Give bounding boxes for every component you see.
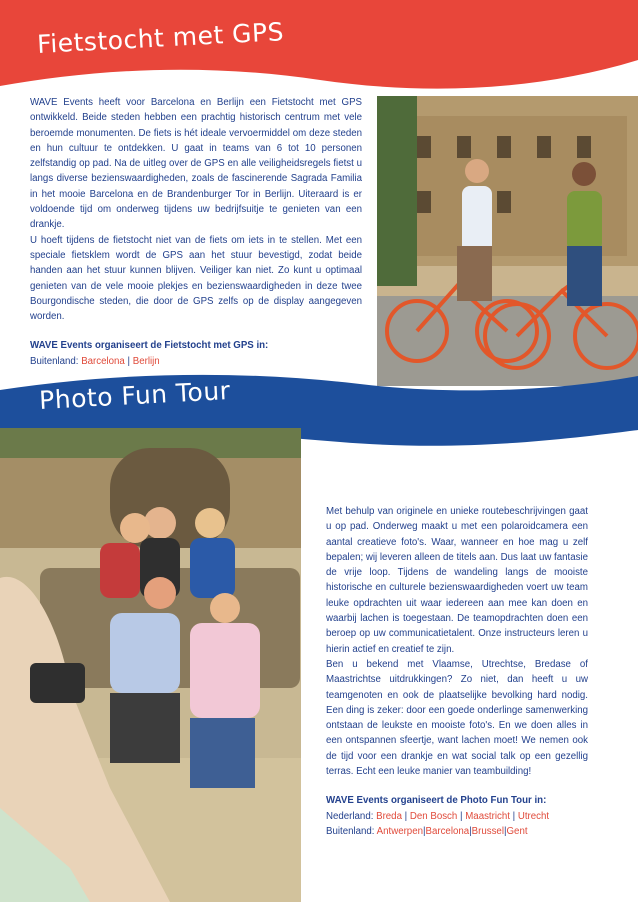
photo-fun-abroad-line: Buitenland: Antwerpen|Barcelona|Brussel|Gent xyxy=(326,825,528,837)
city-link-den-bosch[interactable]: Den Bosch xyxy=(409,810,458,822)
photo-cyclists xyxy=(377,96,638,386)
section-title-fietstocht: Fietstocht met GPS xyxy=(36,17,285,59)
city-link-antwerpen[interactable]: Antwerpen xyxy=(376,825,423,837)
photo-fun-paragraph-2: Ben u bekend met Vlaamse, Utrechtse, Bredase of Maastrichtse uitdrukkingen? Zo niet, dan heeft u uw teamgenoten en ook de plaatselijke bevolking hard nodig. Een ding is zeker: door een goede onderlinge samenwerking ontstaan de leukste en mooiste foto's. En we doen alles in een ontspannen sfeertje, want lachen moet! We nemen ook de tijd voor een drankje en wat social talk op een gezellig terras. Echt een leuke manier van teambuilding! xyxy=(326,658,588,778)
city-link-barcelona-2[interactable]: Barcelona xyxy=(425,825,470,837)
city-link-utrecht[interactable]: Utrecht xyxy=(517,810,550,822)
domestic-label: Nederland: xyxy=(326,810,374,822)
section-title-photo-fun-tour: Photo Fun Tour xyxy=(38,376,232,415)
city-link-gent[interactable]: Gent xyxy=(506,825,528,837)
fietstocht-text-block xyxy=(30,95,362,369)
fietstocht-paragraph-1: WAVE Events heeft voor Barcelona en Berlijn een Fietstocht met GPS ontwikkeld. Beide steden hebben een prachtig historisch centrum met vele beroemde monumenten. De fiets is hét ideale vervoermiddel om deze steden en hun cultuur te ontdekken. U gaat in teams van 6 tot 10 personen zelfstandig op pad. Na de uitleg over de GPS en alle veiligheidsregels fietst u langs diverse bezienswaardigheden, zoals de fascinerende Sagrada Familia in het mooie Barcelona en de Brandenburger Tor in Berlijn. Uiteraard is er voldoende tijd om onderweg tijdens uw bedrijfsuitje te genieten van een drankje. xyxy=(30,97,362,231)
city-link-brussel[interactable]: Brussel xyxy=(471,825,504,837)
city-link-maastricht[interactable]: Maastricht xyxy=(465,810,510,822)
fietstocht-abroad-line: Buitenland: Barcelona | Berlijn xyxy=(30,355,160,367)
city-link-breda[interactable]: Breda xyxy=(376,810,402,822)
abroad-label: Buitenland: xyxy=(326,825,375,837)
photo-group xyxy=(0,428,301,902)
photo-fun-org-heading: WAVE Events organiseert de Photo Fun Tour in: xyxy=(326,795,547,807)
fietstocht-org-heading: WAVE Events organiseert de Fietstocht met GPS in: xyxy=(30,340,269,352)
city-link-barcelona[interactable]: Barcelona xyxy=(81,355,125,367)
photo-fun-paragraph-1: Met behulp van originele en unieke routebeschrijvingen gaat u op pad. Onderweg maakt u met een polaroidcamera een aantal creatieve foto's. Waar, wanneer en hoe mag u zelf bepalen; wij leveren alleen de titels aan. Dus laat uw fantasie de vrije loop. Tijdens de wandeling langs de mooiste historische en culturele bezienswaardigheden voert uw team leuke opdrachten uit waar iedereen aan mee kan doen en waarbij lachen is toegestaan. De teamopdrachten doen een beroep op uw communicatietalent. Onze instructeurs leren u hierin actief en creatief te zijn. xyxy=(326,506,588,655)
fietstocht-paragraph-2: U hoeft tijdens de fietstocht niet van de fiets om iets in te stellen. Met een speciale fietsklem wordt de GPS aan het stuur bevestigd, zodat beide handen aan het stuur kunnen blijven. Veiliger kan niet. Zo kunt u optimaal genieten van de vele mooie plekjes en bezienswaardigheden in deze twee Bourgondische steden, die door de GPS zelfs op de display aangegeven worden. xyxy=(30,234,362,323)
photo-fun-tour-text-block xyxy=(326,504,588,839)
abroad-label: Buitenland: xyxy=(30,355,79,367)
photo-fun-domestic-line: Nederland: Breda | Den Bosch | Maastricht | Utrecht xyxy=(326,810,550,822)
city-link-berlijn[interactable]: Berlijn xyxy=(132,355,160,367)
